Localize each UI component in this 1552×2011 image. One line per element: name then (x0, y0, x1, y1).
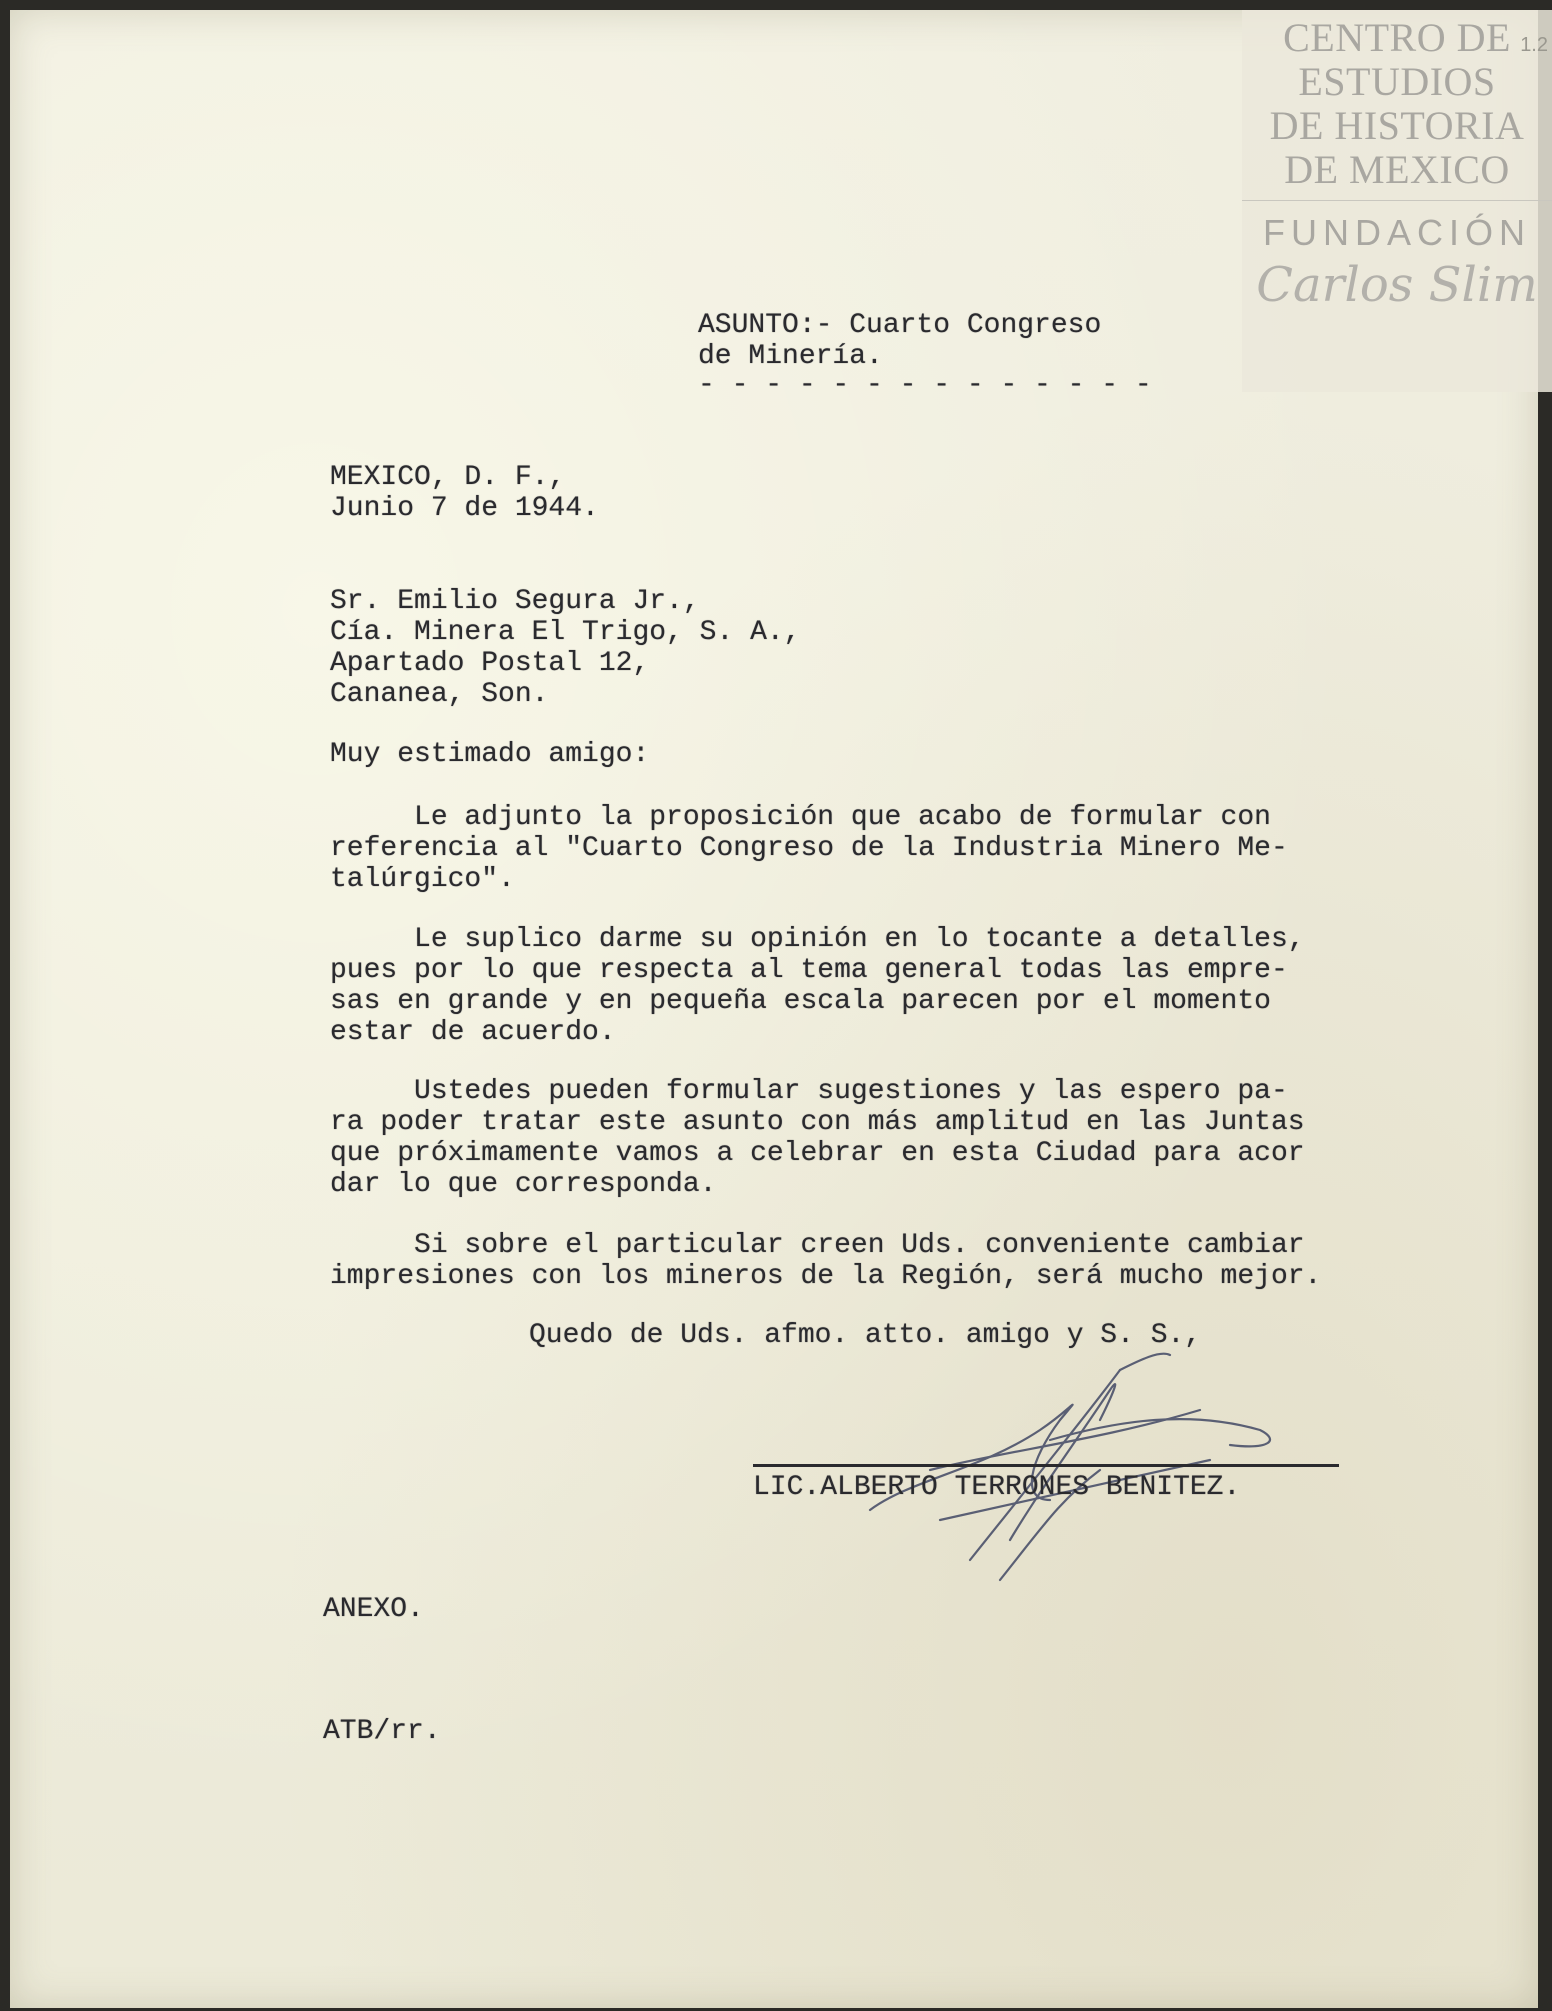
watermark-line-4: DE MEXICO (1284, 147, 1510, 192)
watermark-line-3: DE HISTORIA (1269, 103, 1525, 148)
watermark-signature: Carlos Slim (1256, 257, 1538, 313)
paragraph-3-line-4: dar lo que corresponda. (330, 1169, 717, 1200)
watermark-line-2: ESTUDIOS (1298, 59, 1496, 104)
paragraph-4-line-1: Si sobre el particular creen Uds. conveniente cambiar (330, 1230, 1305, 1261)
signer-name: LIC.ALBERTO TERRONES BENITEZ. (753, 1472, 1241, 1503)
watermark-divider (1242, 200, 1552, 201)
paragraph-2-line-4: estar de acuerdo. (330, 1017, 616, 1048)
paragraph-3-line-3: que próximamente vamos a celebrar en esta Ciudad para acor (330, 1138, 1305, 1169)
paragraph-1-line-2: referencia al "Cuarto Congreso de la Industria Minero Me- (330, 833, 1288, 864)
greeting: Muy estimado amigo: (330, 739, 650, 770)
typist-initials: ATB/rr. (323, 1716, 441, 1747)
letter-page (10, 10, 1548, 2008)
date-line: Junio 7 de 1944. (330, 493, 599, 524)
recipient-line-3: Apartado Postal 12, (330, 648, 650, 679)
page-number: 1.2 (1520, 34, 1548, 56)
recipient-line-1: Sr. Emilio Segura Jr., (330, 586, 700, 617)
paragraph-4-line-2: impresiones con los mineros de la Región, será mucho mejor. (330, 1261, 1322, 1292)
subject-rule: - - - - - - - - - - - - - - (698, 370, 1152, 401)
signature-line (753, 1464, 1339, 1467)
paragraph-1-line-3: talúrgico". (330, 864, 515, 895)
archive-watermark (1242, 10, 1552, 392)
paragraph-3-line-1: Ustedes pueden formular sugestiones y las espero pa- (330, 1076, 1288, 1107)
subject-line-2: de Minería. (698, 341, 883, 372)
subject-line-1: ASUNTO:- Cuarto Congreso (698, 310, 1102, 341)
annex-label: ANEXO. (323, 1594, 424, 1625)
recipient-line-2: Cía. Minera El Trigo, S. A., (330, 617, 801, 648)
paragraph-2-line-2: pues por lo que respecta al tema general todas las empre- (330, 955, 1288, 986)
watermark-foundation: FUNDACIÓN (1263, 212, 1531, 253)
paragraph-3-line-2: ra poder tratar este asunto con más amplitud en las Juntas (330, 1107, 1305, 1138)
recipient-line-4: Cananea, Son. (330, 679, 549, 710)
paragraph-2-line-3: sas en grande y en pequeña escala parecen por el momento (330, 986, 1271, 1017)
closing-line: Quedo de Uds. afmo. atto. amigo y S. S., (529, 1320, 1202, 1351)
place-line: MEXICO, D. F., (330, 462, 566, 493)
paragraph-2-line-1: Le suplico darme su opinión en lo tocante a detalles, (330, 924, 1305, 955)
handwritten-signature (870, 1350, 1330, 1570)
watermark-line-1: CENTRO DE (1283, 15, 1511, 60)
paragraph-1-line-1: Le adjunto la proposición que acabo de formular con (330, 802, 1271, 833)
